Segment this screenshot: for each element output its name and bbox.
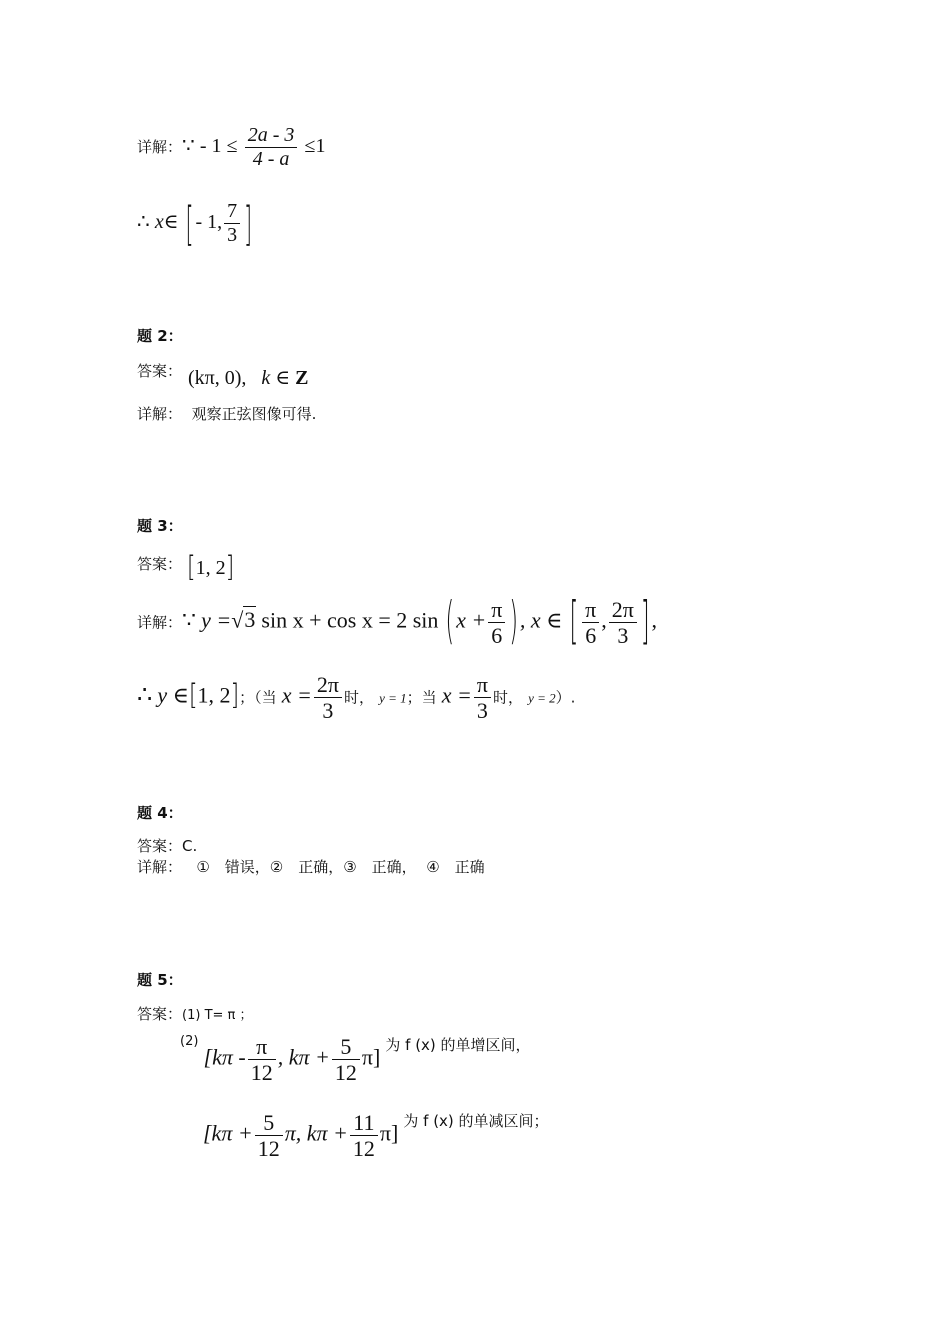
q5-dec-frac-2 bbox=[350, 1110, 378, 1162]
q3-six: 6 bbox=[491, 623, 503, 649]
q3-answer-label: 答案： bbox=[137, 555, 183, 573]
q3-detail-line2 bbox=[137, 672, 575, 724]
q5-inc-frac-2 bbox=[332, 1034, 360, 1086]
q5-dec-close: π] bbox=[379, 1120, 399, 1146]
left-bracket-icon: [ bbox=[188, 679, 198, 713]
q1-one: 1 bbox=[315, 135, 326, 157]
right-bracket-icon: ] bbox=[244, 195, 252, 252]
q3-frac-2 bbox=[474, 672, 491, 724]
q5-dec-desc: 为 f (x) 的单减区间； bbox=[403, 1112, 549, 1130]
q5-answer-line bbox=[137, 1003, 253, 1024]
q2-answer-math bbox=[188, 365, 308, 390]
q1-le-symbol-2: ≤ bbox=[304, 135, 316, 157]
q5-inc-open: [kπ - bbox=[203, 1044, 246, 1070]
left-bracket-icon: [ bbox=[187, 551, 196, 584]
right-bracket-icon: ] bbox=[640, 594, 650, 652]
q1-neg-one: - 1 bbox=[199, 135, 222, 157]
q5-dec-f2-num: 11 bbox=[350, 1110, 378, 1136]
q5-inc-frac-1 bbox=[248, 1034, 276, 1086]
q4-detail-label: 详解： bbox=[137, 858, 183, 876]
q3-frac1-den: 3 bbox=[322, 698, 334, 724]
q5-dec-f2-den: 12 bbox=[352, 1136, 375, 1162]
q3-x-plus: x + bbox=[456, 607, 487, 633]
therefore-symbol: ∴ bbox=[137, 682, 153, 709]
q4-answer-line bbox=[137, 835, 197, 856]
q3-lower-num: π bbox=[582, 597, 599, 623]
q5-inc-f2-den: 12 bbox=[334, 1060, 357, 1086]
left-bracket-icon: [ bbox=[185, 195, 194, 252]
q3-range: 1, 2 bbox=[197, 682, 231, 708]
q4-item-4: ④ 正确 bbox=[426, 858, 485, 876]
q3-upper-den: 3 bbox=[617, 623, 629, 649]
q5-heading: 题 5： bbox=[137, 971, 183, 989]
q4-answer-label: 答案： bbox=[137, 837, 183, 855]
q1-fraction bbox=[245, 124, 298, 171]
sqrt-icon: √ bbox=[231, 607, 244, 633]
q1-detail-line1 bbox=[137, 124, 325, 171]
q3-upper-frac bbox=[609, 597, 637, 649]
because-symbol: ∵ bbox=[182, 607, 197, 633]
q3-heading: 题 3： bbox=[137, 517, 183, 535]
q3-frac1-num: 2π bbox=[314, 672, 342, 698]
q3-close: ）. bbox=[555, 688, 576, 707]
q5-part1: (1) T= π ； bbox=[182, 1008, 253, 1023]
q2-heading: 题 2： bbox=[137, 327, 183, 345]
q3-trailing-comma: , bbox=[651, 607, 657, 633]
q3-when-text-2: ；当 bbox=[406, 688, 437, 707]
q3-shi-2: 时， bbox=[492, 688, 523, 707]
q1-upper-fraction bbox=[224, 200, 240, 247]
q5-dec-frac-1 bbox=[255, 1110, 283, 1162]
q5-dec-f1-num: 5 bbox=[255, 1110, 283, 1136]
q3-when-text: ；（当 bbox=[239, 688, 277, 707]
q2-detail-line bbox=[137, 403, 316, 424]
q1-x: x bbox=[154, 211, 164, 233]
q3-y-eq: y = bbox=[201, 607, 232, 633]
therefore-symbol: ∴ bbox=[137, 211, 150, 233]
q2-integer-set: Z bbox=[295, 367, 309, 389]
q3-expression: sin x + cos x = 2 sin bbox=[261, 607, 439, 633]
q5-inc-desc: 为 f (x) 的单增区间， bbox=[385, 1036, 531, 1054]
q1-detail-label: 详解： bbox=[137, 138, 183, 156]
q3-upper-num: 2π bbox=[609, 597, 637, 623]
q1-in-symbol: ∈ bbox=[163, 211, 179, 233]
q3-answer-interval bbox=[187, 551, 235, 584]
q3-y-value-2: y = 2 bbox=[528, 690, 556, 706]
q2-answer-point: (kπ, 0), bbox=[188, 367, 247, 389]
right-bracket-icon: ] bbox=[225, 551, 235, 584]
q2-detail-label: 详解： bbox=[137, 405, 183, 423]
q3-x-eq-1: x = bbox=[281, 682, 312, 708]
q3-y-in: y ∈ bbox=[157, 682, 189, 708]
q3-frac2-num: π bbox=[474, 672, 491, 698]
q2-detail-text: 观察正弦图像可得. bbox=[191, 405, 317, 423]
q1-lower-bound: - 1, bbox=[195, 211, 223, 233]
q4-detail-line bbox=[137, 856, 485, 877]
q3-frac2-den: 3 bbox=[476, 698, 488, 724]
q4-answer-value: C. bbox=[182, 837, 198, 855]
q4-item-3: ③ 正确， bbox=[343, 858, 417, 876]
q3-pi: π bbox=[488, 597, 505, 623]
q5-inc-f2-num: 5 bbox=[332, 1034, 360, 1060]
q5-decrease-line bbox=[203, 1110, 549, 1162]
q3-lower-den: 6 bbox=[585, 623, 597, 649]
q3-x-in: , x ∈ bbox=[519, 607, 563, 633]
q4-heading: 题 4： bbox=[137, 804, 183, 822]
q1-le-symbol: ≤ bbox=[226, 135, 238, 157]
q2-answer-k: k bbox=[261, 367, 271, 389]
q4-item-2: ② 正确， bbox=[269, 858, 344, 876]
right-bracket-icon: ] bbox=[230, 679, 240, 713]
because-symbol: ∵ bbox=[182, 135, 195, 157]
q4-item-1: ① 错误， bbox=[196, 858, 270, 876]
q3-frac-1 bbox=[314, 672, 342, 724]
q1-frac-den: 4 - a bbox=[252, 148, 290, 170]
q5-increase-line bbox=[180, 1034, 531, 1086]
q5-inc-f1-den: 12 bbox=[250, 1060, 273, 1086]
left-paren-icon: ( bbox=[445, 594, 455, 652]
q5-inc-close: π] bbox=[361, 1044, 381, 1070]
q5-dec-mid: π, kπ + bbox=[284, 1120, 348, 1146]
q3-lower-frac bbox=[582, 597, 599, 649]
q3-x-eq-2: x = bbox=[441, 682, 472, 708]
q1-frac-num: 2a - 3 bbox=[245, 124, 298, 148]
q1-upper-den: 3 bbox=[227, 224, 238, 246]
q5-inc-mid: , kπ + bbox=[277, 1044, 330, 1070]
q2-in-symbol: ∈ bbox=[275, 367, 291, 389]
q3-detail-line1 bbox=[137, 594, 657, 652]
q3-shi-1: 时， bbox=[343, 688, 374, 707]
q5-dec-open: [kπ + bbox=[203, 1120, 253, 1146]
q3-y-value-1: y = 1 bbox=[379, 690, 407, 706]
q3-detail-label: 详解： bbox=[137, 613, 183, 632]
q5-answer-label: 答案： bbox=[137, 1005, 183, 1023]
q5-dec-f1-den: 12 bbox=[257, 1136, 280, 1162]
left-bracket-icon: [ bbox=[569, 594, 579, 652]
q3-pi-over-6 bbox=[488, 597, 505, 649]
q3-sqrt-arg: 3 bbox=[244, 607, 256, 633]
q3-comma: , bbox=[601, 607, 607, 633]
q3-answer-range: 1, 2 bbox=[195, 557, 226, 579]
q1-upper-num: 7 bbox=[224, 200, 240, 224]
q5-inc-f1-num: π bbox=[248, 1034, 276, 1060]
q2-answer-label: 答案： bbox=[137, 362, 183, 380]
q5-part2-label: (2) bbox=[180, 1034, 199, 1049]
right-paren-icon: ) bbox=[509, 594, 518, 652]
q1-detail-line2 bbox=[137, 195, 254, 252]
